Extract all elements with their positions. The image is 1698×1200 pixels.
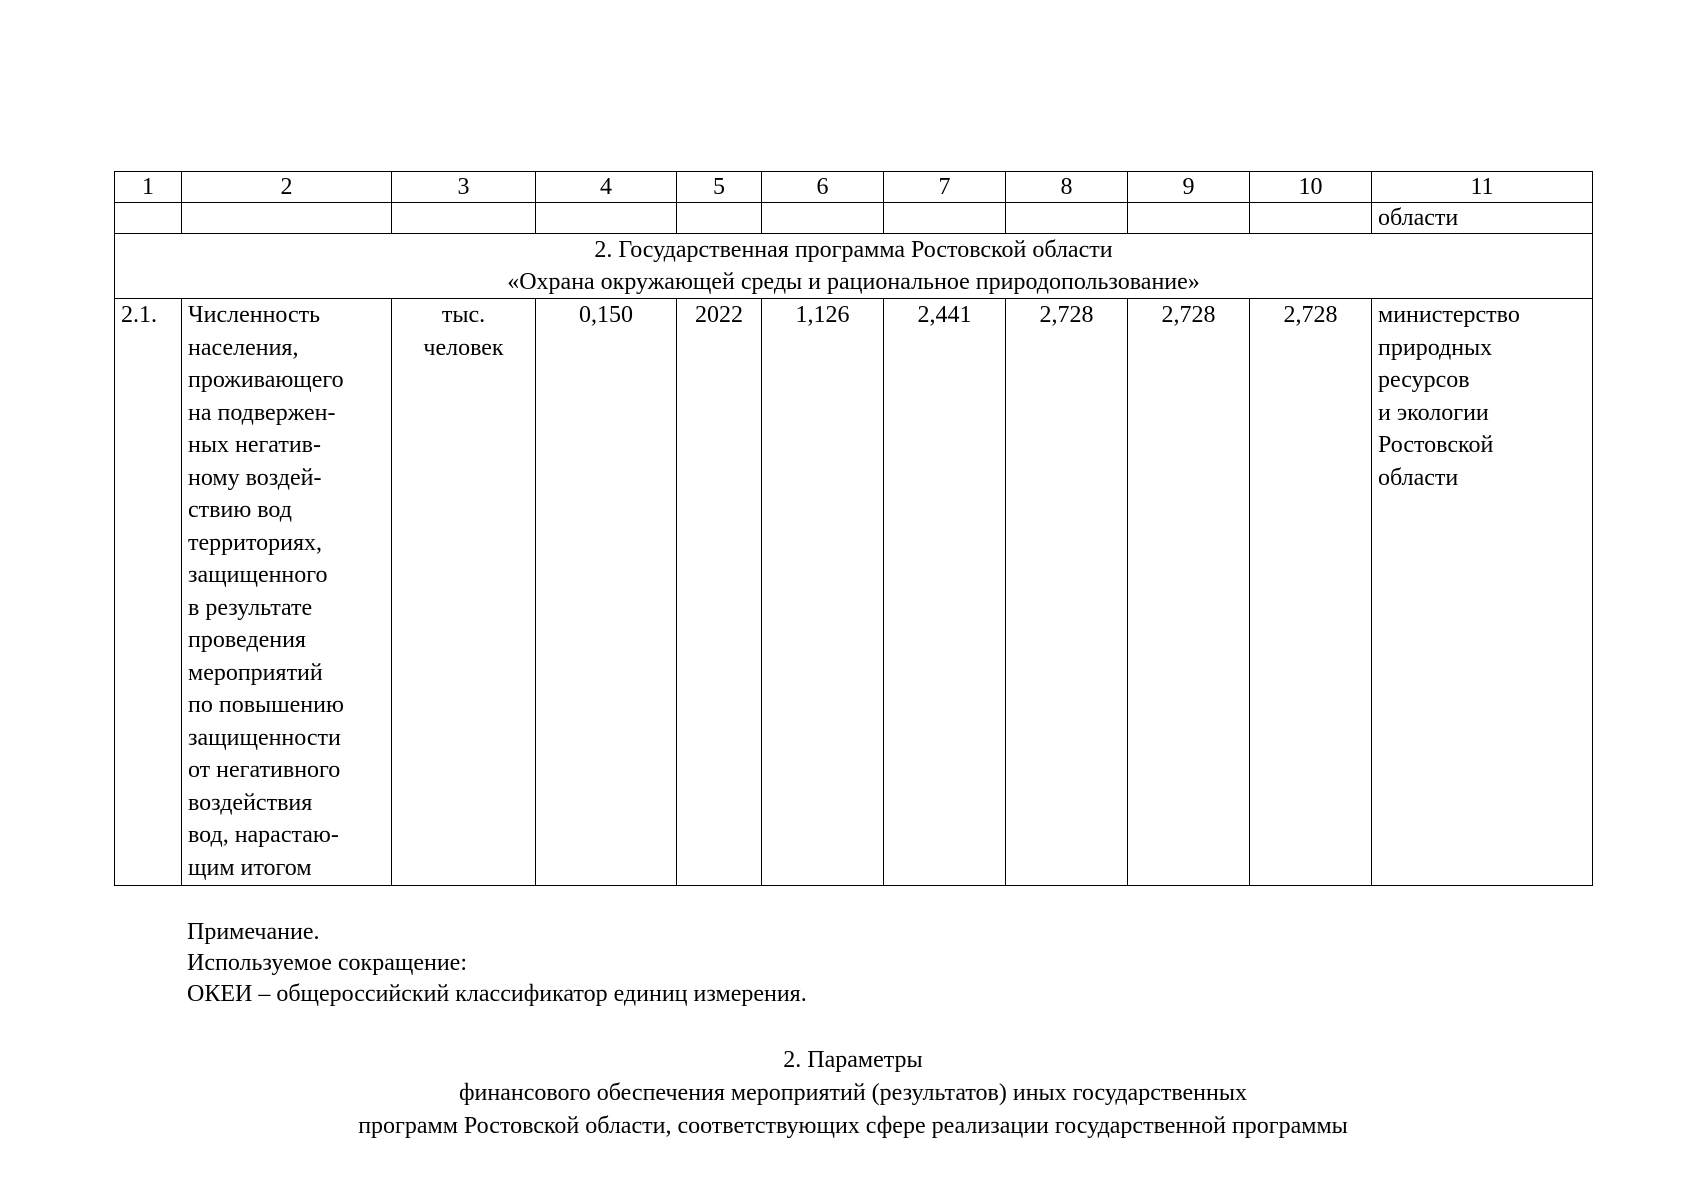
section2-line1: 2. Параметры xyxy=(783,1047,923,1073)
empty-cell xyxy=(1128,203,1250,234)
notes-title: Примечание. xyxy=(187,919,320,945)
responsible-executor: министерство природных ресурсов и экологии Ростовской области xyxy=(1372,299,1593,886)
col-number-10: 10 xyxy=(1250,172,1372,203)
section-title-row xyxy=(115,234,1593,299)
notes-line2: Используемое сокращение: xyxy=(187,950,467,976)
continuation-responsible: области xyxy=(1372,203,1593,234)
empty-cell xyxy=(1250,203,1372,234)
cell-col9: 2,728 xyxy=(1128,299,1250,886)
section2-line2: финансового обеспечения мероприятий (результатов) иных государственных xyxy=(458,1080,1247,1106)
col-number-5: 5 xyxy=(677,172,762,203)
unit-of-measure: тыс. человек xyxy=(392,299,536,886)
continuation-row xyxy=(115,203,1593,234)
col-number-3: 3 xyxy=(392,172,536,203)
col-number-7: 7 xyxy=(884,172,1006,203)
column-number-row xyxy=(115,172,1593,203)
col-number-8: 8 xyxy=(1006,172,1128,203)
col-number-9: 9 xyxy=(1128,172,1250,203)
table-row xyxy=(115,299,1593,886)
section2-line3: программ Ростовской области, соответствующих сфере реализации государственной программы xyxy=(358,1113,1348,1139)
cell-col8: 2,728 xyxy=(1006,299,1128,886)
col-number-6: 6 xyxy=(762,172,884,203)
empty-cell xyxy=(392,203,536,234)
cell-col7: 2,441 xyxy=(884,299,1006,886)
empty-cell xyxy=(677,203,762,234)
section-title-line1: 2. Государственная программа Ростовской области xyxy=(594,237,1113,263)
row-number: 2.1. xyxy=(115,299,182,886)
cell-col10: 2,728 xyxy=(1250,299,1372,886)
cell-col6: 1,126 xyxy=(762,299,884,886)
indicators-table xyxy=(114,171,1593,886)
empty-cell xyxy=(536,203,677,234)
empty-cell xyxy=(884,203,1006,234)
col-number-4: 4 xyxy=(536,172,677,203)
notes-block xyxy=(187,917,807,1010)
empty-cell xyxy=(762,203,884,234)
col-number-1: 1 xyxy=(115,172,182,203)
empty-cell xyxy=(1006,203,1128,234)
empty-cell xyxy=(115,203,182,234)
col-number-11: 11 xyxy=(1372,172,1593,203)
empty-cell xyxy=(182,203,392,234)
section-title xyxy=(115,234,1593,299)
section-title-line2: «Охрана окружающей среды и рациональное природопользование» xyxy=(507,269,1200,295)
col-number-2: 2 xyxy=(182,172,392,203)
cell-col4: 0,150 xyxy=(536,299,677,886)
notes-line3: ОКЕИ – общероссийский классификатор единиц измерения. xyxy=(187,981,807,1007)
section2-heading xyxy=(114,1044,1592,1143)
indicator-name: Численность населения, проживающего на подвержен- ных негатив- ному воздей- ствию вод территориях, защищенного в результате проведения мероприятий по повышению защищенности от негативного воздействия вод, нарастаю- щим итогом xyxy=(182,299,392,886)
cell-col5: 2022 xyxy=(677,299,762,886)
